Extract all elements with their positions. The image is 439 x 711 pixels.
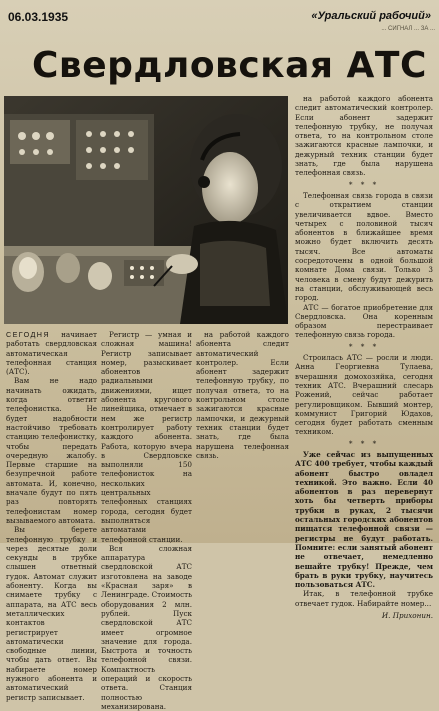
newspaper-name: «Уральский рабочий» bbox=[311, 10, 431, 22]
section-divider-2: * * * bbox=[348, 341, 380, 351]
drop-cap-word: СЕГОДНЯ bbox=[6, 330, 50, 339]
col1-paragraph-2: Вам не надо начинать ожидать, когда ответит телефонистка. Не будет надобности настойчиво требовать станцию телефонистку, чтобы передать очередную жалобу. Первые старшие на безупречной работе автомата. И, конечно, вначале будут по пять раз повторять телефонистам номер вызываемого автомата. bbox=[6, 376, 97, 525]
article-photo bbox=[4, 96, 288, 324]
col2-paragraph-2: Вся сложная аппаратура свердловской АТС изготовлена на заводе «Красная заря» в Ленинграде. Стоимость оборудования 2 млн. рублей. Пуск свердловской АТС имеет огромное значение для города. Быстрота и точность телефонной связи. Компактность операций и скорость ответа. Станция полностью механизирована. bbox=[101, 543, 192, 711]
col4-paragraph-3: Строилась АТС — росли и люди. Анна Георгиевна Тулаева, вчерашняя домохозяйка, сегодня техник АТС. Вчерашний слесарь Рожений, сейчас работает регулировщиком. Бывший монтер, коммунист Григорий Юдахов, сегодня будет работать сменным техником. bbox=[295, 353, 433, 437]
col4-paragraph-5: Итак, в телефонной трубке отвечает гудок. Набирайте номер... bbox=[295, 589, 433, 608]
column-2 bbox=[101, 330, 192, 711]
col2-paragraph-1: Регистр — умная и сложная машина! Регистр записывает номер, разыскивает абонентов радиальными движениями, ищет абонента кругового линейщика, отмечает в нем же регистр контролирует работу каждого абонента. Работа, которую вчера в Свердловске выполняли 150 телефонисток на нескольких центральных телефонных станциях города, сегодня будет выполняться автоматами телефонной станции. bbox=[101, 330, 192, 544]
col1-paragraph-3: Вы берете телефонную трубку и через десятые доли секунды в трубке слышен ответный гудок. Автомат служит абоненту. Когда вы снимаете трубку с аппарата, на АТС весь металлических контактов регистрирует автоматически свободные линии, чтобы дать ответ. Вы набираете номер нужного абонента и автоматический регистр записывает. bbox=[6, 525, 97, 702]
operator-at-switchboard-image bbox=[4, 96, 288, 324]
col4-paragraph-top: на работой каждого абонента следит автоматический контролер. Если абонент задержит телефонную трубку, не получая ответа, то на контрольном столе зажигаются красные лампочки, и дежурный техник станции будет знать, где была нарушена телефонная связь. bbox=[295, 94, 433, 178]
column-1 bbox=[6, 330, 97, 702]
date-stamp: 06.03.1935 bbox=[8, 10, 69, 24]
column-3 bbox=[196, 330, 289, 540]
col4-paragraph-4: Уже сейчас из выпущенных АТС 400 требует, чтобы каждый абонент быстро овладел техникой. Это важно. Если 40 абонентов в раз перевернут хоть бы четверть приборы трубки в руках, 2 тысячи остальных городских абонентов пищатся телефонной связи — регистры не будут работать. Помните: если занятый абонент не отвечает, немедленно вешайте трубку! Прежде, чем брать в руки трубку, научитесь пользоваться АТС. bbox=[295, 449, 433, 590]
col4-paragraph-2: АТС — богатое приобретение для Свердловска. Она коренным образом перестраивает телефонную связь города. bbox=[295, 302, 433, 340]
column-4 bbox=[295, 94, 433, 621]
col1-paragraph-1: начинает работать свердловская автоматическая телефонная станция (АТС). bbox=[6, 330, 97, 377]
author-signature: И. Прихонин. bbox=[381, 611, 433, 621]
col3-paragraph-1: на работой каждого абонента следит автоматический контролер. Если абонент задержит телефонную трубку, по получая ответа, то на контрольном столе зажигаются красные лампочки, и дежурный техник станции будет знать, где была нарушена телефонная связь. bbox=[196, 330, 289, 460]
section-divider: * * * bbox=[348, 179, 380, 189]
top-strip-text: ... СИГНАЛ ... ЗА ... bbox=[381, 26, 435, 32]
headline: Свердловская АТС bbox=[32, 45, 427, 86]
section-divider-3: * * * bbox=[348, 438, 380, 448]
col4-paragraph-1: Телефонная связь города в связи с открытием станции увеличивается вдвое. Вместо четырех с половиной тысяч абонентов в ближайшее время можно будет включить десять тысяч. Все автоматы сосредоточены в одной большой комнате Дома связи. Только 3 человека в смену будут дежурить на станции, обслуживающей весь город. bbox=[295, 190, 433, 303]
